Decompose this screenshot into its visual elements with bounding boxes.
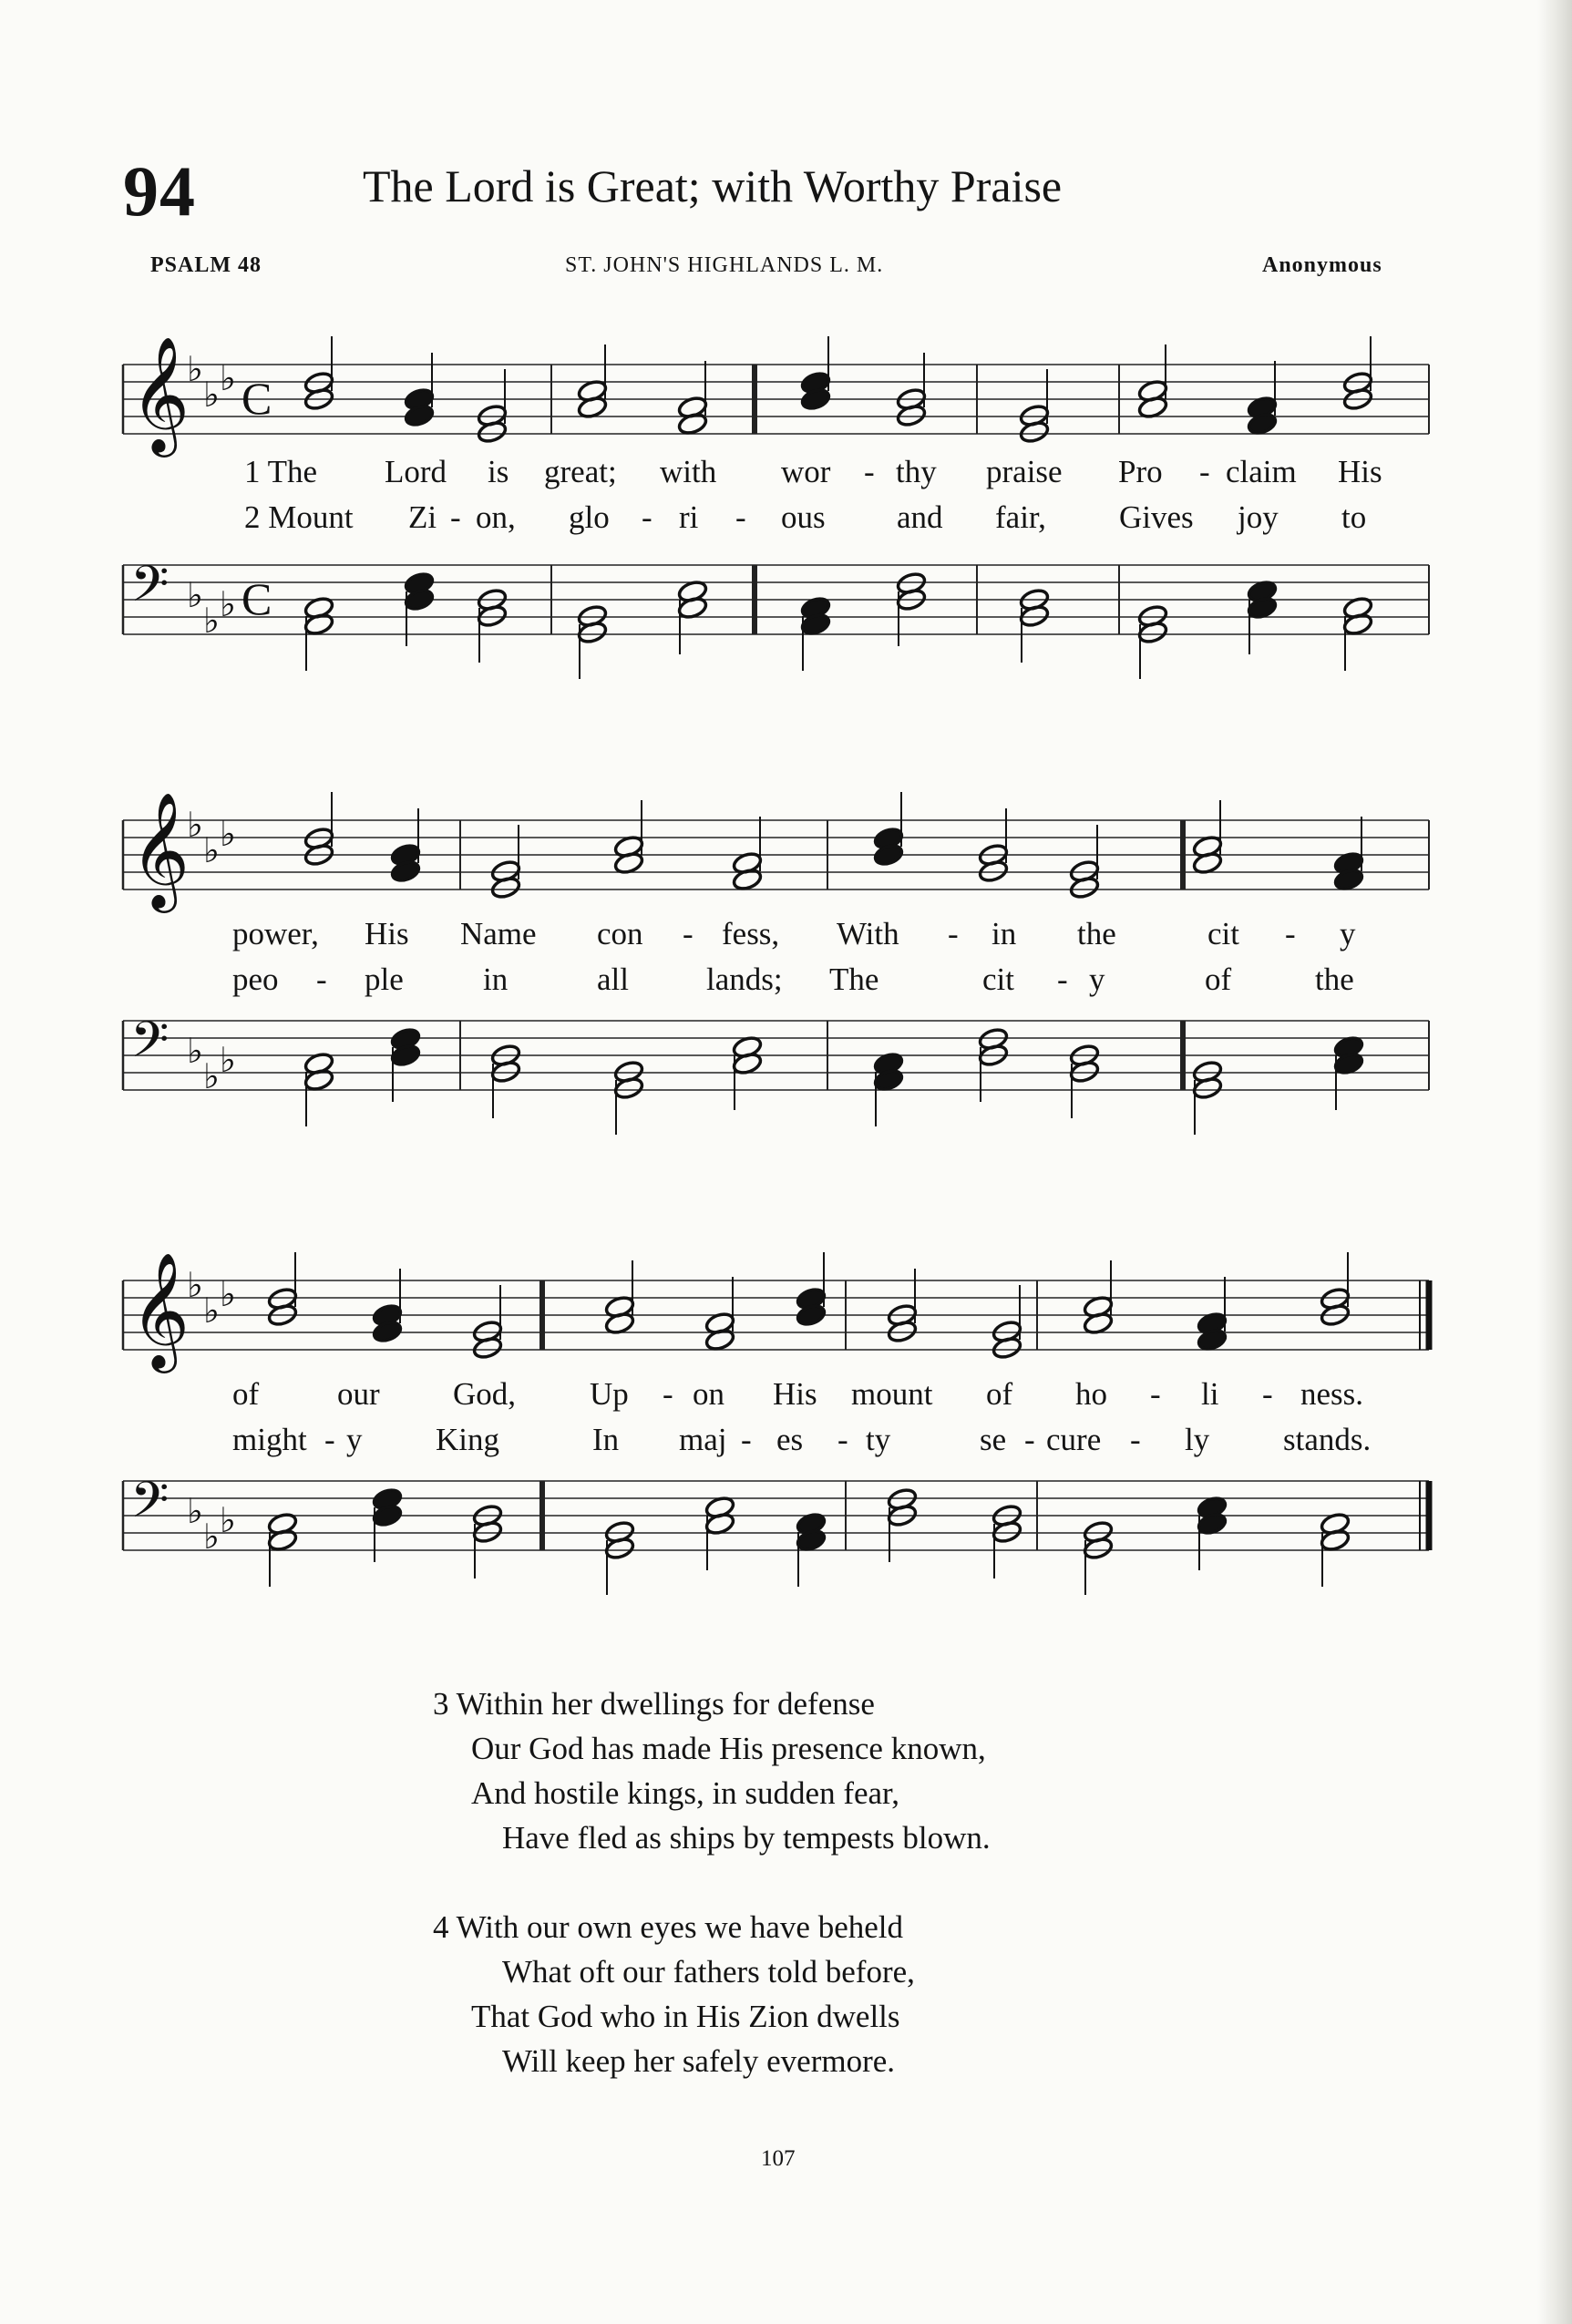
svg-text:♭: ♭ xyxy=(187,575,203,615)
verse-line: Will keep her safely evermore. xyxy=(502,2043,896,2079)
svg-text:♭: ♭ xyxy=(220,1500,236,1540)
lyric-line-verse-2 xyxy=(0,499,1572,545)
lyric-syllable: His xyxy=(365,916,409,951)
lyric-syllable: 2 Mount xyxy=(244,499,354,535)
lyric-syllable: - xyxy=(1024,1422,1035,1457)
lyric-syllable: In xyxy=(592,1422,620,1457)
lyric-syllable: is xyxy=(488,454,509,489)
lyric-syllable: con xyxy=(597,916,643,951)
lyric-syllable: lands; xyxy=(706,961,783,997)
lyric-syllable: ple xyxy=(365,961,404,997)
svg-text:♭: ♭ xyxy=(203,1291,220,1331)
lyric-line-verse-1 xyxy=(0,916,1572,961)
lyric-syllable: cit xyxy=(982,961,1014,997)
lyric-syllable: joy xyxy=(1238,499,1279,535)
page-number: 107 xyxy=(761,2146,796,2171)
lyric-syllable: ri xyxy=(679,499,699,535)
hymn-title: The Lord is Great; with Worthy Praise xyxy=(363,160,1063,211)
svg-text:♭: ♭ xyxy=(187,1491,203,1531)
lyric-syllable: power, xyxy=(232,916,319,951)
verse-3 xyxy=(433,1681,991,1860)
svg-text:𝄞: 𝄞 xyxy=(130,791,190,908)
lyric-syllable: - xyxy=(1057,961,1068,997)
verse-4 xyxy=(433,1905,991,2083)
svg-text:𝄢: 𝄢 xyxy=(130,1011,170,1081)
lyric-syllable: - xyxy=(663,1376,673,1412)
svg-text:C: C xyxy=(241,573,272,624)
lyric-syllable: claim xyxy=(1226,454,1297,489)
svg-text:♭: ♭ xyxy=(203,601,220,641)
svg-text:𝄢: 𝄢 xyxy=(130,555,170,625)
svg-text:♭: ♭ xyxy=(187,1031,203,1071)
lyric-syllable: y xyxy=(1089,961,1105,997)
lyric-syllable: Lord xyxy=(385,454,447,489)
lyric-syllable: ly xyxy=(1185,1422,1210,1457)
lyric-syllable: - xyxy=(1262,1376,1273,1412)
svg-text:C: C xyxy=(241,373,272,424)
music-system-2 xyxy=(0,766,1572,1148)
music-system-3 xyxy=(0,1226,1572,1618)
lyric-syllable: - xyxy=(1285,916,1296,951)
lyric-syllable: Gives xyxy=(1119,499,1194,535)
lyric-syllable: Zi xyxy=(408,499,437,535)
svg-text:♭: ♭ xyxy=(220,358,236,398)
svg-text:𝄞: 𝄞 xyxy=(130,1251,190,1368)
lyric-syllable: the xyxy=(1077,916,1116,951)
lyric-syllable: all xyxy=(597,961,629,997)
lyric-syllable: fess, xyxy=(722,916,780,951)
lyric-syllable: His xyxy=(773,1376,817,1412)
verse-line: Have fled as ships by tempests blown. xyxy=(502,1820,991,1856)
lyric-syllable: God, xyxy=(453,1376,517,1412)
additional-verses xyxy=(433,1681,991,2128)
lyric-syllable: ty xyxy=(866,1422,891,1457)
lyric-syllable: in xyxy=(991,916,1017,951)
lyric-syllable: - xyxy=(741,1422,752,1457)
lyric-syllable: - xyxy=(864,454,875,489)
lyric-syllable: - xyxy=(642,499,652,535)
lyric-syllable: of xyxy=(986,1376,1013,1412)
svg-text:♭: ♭ xyxy=(187,805,203,845)
lyric-syllable: great; xyxy=(544,454,617,489)
lyric-syllable: - xyxy=(450,499,461,535)
lyric-syllable: Pro xyxy=(1118,454,1163,489)
svg-text:♭: ♭ xyxy=(203,375,220,415)
lyric-syllable: on, xyxy=(476,499,516,535)
lyric-syllable: thy xyxy=(896,454,937,489)
svg-text:♭: ♭ xyxy=(203,830,220,870)
lyric-syllable: With xyxy=(837,916,899,951)
lyric-syllable: and xyxy=(897,499,943,535)
lyric-syllable: ho xyxy=(1075,1376,1107,1412)
lyric-line-verse-2 xyxy=(0,961,1572,1007)
lyric-syllable: - xyxy=(1150,1376,1161,1412)
svg-text:♭: ♭ xyxy=(220,584,236,624)
svg-text:♭: ♭ xyxy=(220,1040,236,1080)
psalm-reference: PSALM 48 xyxy=(150,253,262,277)
lyric-syllable: - xyxy=(1130,1422,1141,1457)
svg-text:𝄢: 𝄢 xyxy=(130,1471,170,1541)
verse-line: Our God has made His presence known, xyxy=(471,1731,986,1766)
lyric-syllable: in xyxy=(483,961,509,997)
lyric-syllable: the xyxy=(1315,961,1354,997)
verse-line: 3 Within her dwellings for defense xyxy=(433,1686,875,1722)
lyric-line-verse-1 xyxy=(0,454,1572,499)
lyric-syllable: King xyxy=(436,1422,499,1457)
lyric-syllable: - xyxy=(948,916,959,951)
lyric-syllable: stands. xyxy=(1283,1422,1372,1457)
lyric-syllable: His xyxy=(1338,454,1382,489)
lyric-syllable: li xyxy=(1201,1376,1219,1412)
verse-line: 4 With our own eyes we have beheld xyxy=(433,1909,903,1945)
lyric-syllable: y xyxy=(1340,916,1356,951)
lyric-syllable: ous xyxy=(781,499,826,535)
svg-text:♭: ♭ xyxy=(187,349,203,389)
lyric-syllable: of xyxy=(1205,961,1232,997)
music-system-1 xyxy=(0,310,1572,693)
lyric-syllable: es xyxy=(776,1422,804,1457)
svg-text:♭: ♭ xyxy=(187,1265,203,1305)
lyric-syllable: of xyxy=(232,1376,260,1412)
lyric-syllable: our xyxy=(337,1376,380,1412)
svg-text:♭: ♭ xyxy=(203,1056,220,1096)
lyric-syllable: mount xyxy=(851,1376,933,1412)
lyric-line-verse-2 xyxy=(0,1422,1572,1467)
lyric-syllable: glo xyxy=(569,499,610,535)
lyric-syllable: cure xyxy=(1046,1422,1102,1457)
svg-text:♭: ♭ xyxy=(203,1517,220,1557)
hymn-number: 94 xyxy=(123,151,196,231)
author-credit: Anonymous xyxy=(1262,253,1382,277)
verse-line: What oft our fathers told before, xyxy=(502,1954,915,1990)
lyric-syllable: Up xyxy=(590,1376,629,1412)
lyric-syllable: peo xyxy=(232,961,279,997)
svg-text:♭: ♭ xyxy=(220,814,236,854)
lyric-syllable: - xyxy=(316,961,327,997)
lyric-syllable: The xyxy=(829,961,879,997)
lyric-syllable: se xyxy=(980,1422,1007,1457)
lyric-syllable: with xyxy=(660,454,717,489)
lyric-syllable: - xyxy=(837,1422,848,1457)
lyric-syllable: - xyxy=(735,499,746,535)
lyric-syllable: wor xyxy=(781,454,831,489)
lyric-syllable: Name xyxy=(460,916,537,951)
tune-name: ST. JOHN'S HIGHLANDS L. M. xyxy=(565,253,884,277)
lyric-syllable: - xyxy=(324,1422,335,1457)
svg-text:𝄞: 𝄞 xyxy=(130,335,190,452)
lyric-syllable: ness. xyxy=(1300,1376,1364,1412)
lyric-syllable: to xyxy=(1341,499,1367,535)
lyric-syllable: y xyxy=(346,1422,363,1457)
lyric-syllable: - xyxy=(683,916,694,951)
lyric-line-verse-1 xyxy=(0,1376,1572,1422)
svg-text:♭: ♭ xyxy=(220,1274,236,1314)
verse-line: And hostile kings, in sudden fear, xyxy=(471,1775,900,1811)
lyric-syllable: cit xyxy=(1207,916,1239,951)
lyric-syllable: on xyxy=(693,1376,724,1412)
lyric-syllable: might xyxy=(232,1422,307,1457)
lyric-syllable: - xyxy=(1199,454,1210,489)
lyric-syllable: 1 The xyxy=(244,454,318,489)
verse-line: That God who in His Zion dwells xyxy=(471,1999,900,2034)
lyric-syllable: fair, xyxy=(995,499,1046,535)
lyric-syllable: praise xyxy=(986,454,1063,489)
lyric-syllable: maj xyxy=(679,1422,727,1457)
